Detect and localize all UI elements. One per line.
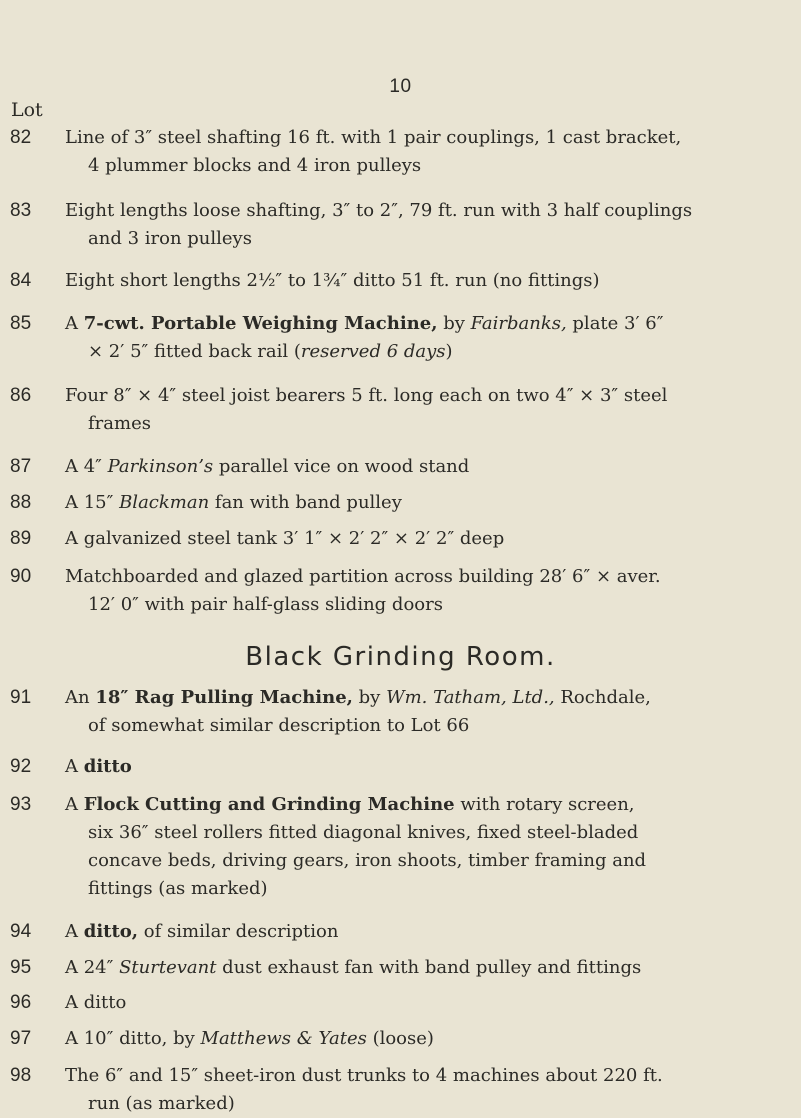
lot-entry-82	[0, 124, 801, 180]
description-line: Four 8″ × 4″ steel joist bearers 5 ft. long each on two 4″ × 3″ steel	[65, 385, 668, 406]
lot-description	[65, 489, 785, 517]
description-line: frames	[88, 413, 151, 434]
description-line: of somewhat similar description to Lot 66	[88, 715, 470, 736]
description-line: run (as marked)	[88, 1093, 235, 1114]
description-line: Eight short lengths 2½″ to 1¾″ ditto 51 ft. run (no fittings)	[65, 270, 600, 291]
description-line: Eight lengths loose shafting, 3″ to 2″, 79 ft. run with 3 half couplings	[65, 200, 693, 221]
item-name: ditto,	[83, 921, 139, 942]
maker-name: Parkinson’s	[107, 456, 214, 477]
lot-description	[65, 753, 785, 781]
lot-number: 86	[10, 385, 32, 406]
lot-entry-93	[0, 791, 801, 903]
lot-number: 98	[10, 1065, 32, 1086]
text-run: A 24″	[65, 957, 120, 978]
page-number: 10	[389, 76, 412, 97]
text-run: plate 3′ 6″	[566, 313, 664, 334]
text-run: × 2′ 5″ fitted back rail (	[88, 341, 301, 362]
lot-entry-96	[0, 989, 801, 1017]
description-line: 12′ 0″ with pair half-glass sliding doors	[88, 594, 443, 615]
lot-description	[65, 684, 785, 740]
lot-description	[65, 525, 785, 553]
reserved-note: reserved 6 days	[300, 341, 446, 362]
lot-number: 93	[10, 794, 32, 815]
lot-description	[65, 1025, 785, 1053]
description-line: The 6″ and 15″ sheet-iron dust trunks to 4 machines about 220 ft.	[65, 1065, 663, 1086]
item-name: 7-cwt. Portable Weighing Machine,	[83, 313, 438, 334]
maker-name: Wm. Tatham, Ltd.,	[386, 687, 555, 708]
lot-entry-92	[0, 753, 801, 781]
lot-number: 85	[10, 313, 32, 334]
lot-entry-83	[0, 197, 801, 253]
lot-number: 94	[10, 921, 32, 942]
description-line	[65, 338, 785, 366]
lot-number: 96	[10, 992, 32, 1013]
lot-number: 87	[10, 456, 32, 477]
item-name: Flock Cutting and Grinding Machine	[83, 794, 455, 815]
lot-entry-97	[0, 1025, 801, 1053]
description-line: and 3 iron pulleys	[88, 228, 252, 249]
lot-description	[65, 563, 785, 619]
lot-entry-84	[0, 267, 801, 295]
text-run: with rotary screen,	[454, 794, 635, 815]
lot-number: 84	[10, 270, 32, 291]
description-line: Line of 3″ steel shafting 16 ft. with 1 pair couplings, 1 cast bracket,	[65, 127, 682, 148]
lot-description	[65, 453, 785, 481]
lot-entry-86	[0, 382, 801, 438]
description-line: A ditto	[65, 992, 127, 1013]
text-run: A 4″	[65, 456, 108, 477]
text-run: A	[65, 313, 84, 334]
text-run: by	[352, 687, 387, 708]
lot-entry-87	[0, 453, 801, 481]
maker-name: Sturtevant	[119, 957, 217, 978]
text-run: (loose)	[366, 1028, 434, 1049]
lot-description	[65, 382, 785, 438]
lot-description	[65, 310, 785, 366]
text-run: A	[65, 794, 84, 815]
text-run: fan with band pulley	[209, 492, 402, 513]
lot-entry-88	[0, 489, 801, 517]
description-line: concave beds, driving gears, iron shoots, timber framing and	[88, 850, 647, 871]
lot-entry-95	[0, 954, 801, 982]
lot-number: 91	[10, 687, 32, 708]
text-run: Rochdale,	[554, 687, 651, 708]
lot-number: 90	[10, 566, 32, 587]
lot-entry-85	[0, 310, 801, 366]
description-line: 4 plummer blocks and 4 iron pulleys	[88, 155, 422, 176]
lot-description	[65, 989, 785, 1017]
lot-description	[65, 954, 785, 982]
lot-number: 83	[10, 200, 32, 221]
lot-number: 82	[10, 127, 32, 148]
text-run: parallel vice on wood stand	[213, 456, 470, 477]
lot-column-header: Lot	[11, 99, 43, 121]
lot-entry-94	[0, 918, 801, 946]
description-line: Matchboarded and glazed partition across building 28′ 6″ × aver.	[65, 566, 661, 587]
text-run: An	[65, 687, 96, 708]
text-run: dust exhaust fan with band pulley and fittings	[216, 957, 642, 978]
maker-name: Matthews & Yates	[200, 1028, 367, 1049]
maker-name: Blackman	[119, 492, 210, 513]
lot-number: 97	[10, 1028, 32, 1049]
text-run: A	[65, 756, 84, 777]
text-run: A 10″ ditto, by	[65, 1028, 201, 1049]
item-name: ditto	[83, 756, 132, 777]
text-run: )	[445, 341, 453, 362]
text-run: by	[437, 313, 471, 334]
lot-description	[65, 197, 785, 253]
lot-description	[65, 791, 785, 903]
text-run: A 15″	[65, 492, 120, 513]
lot-description	[65, 124, 785, 180]
section-title: Black Grinding Room.	[245, 642, 556, 672]
lot-description	[65, 918, 785, 946]
text-run: A	[65, 921, 84, 942]
description-line: fittings (as marked)	[88, 878, 268, 899]
lot-number: 88	[10, 492, 32, 513]
description-line: A galvanized steel tank 3′ 1″ × 2′ 2″ × 2′ 2″ deep	[65, 528, 505, 549]
lot-description	[65, 267, 785, 295]
description-line: six 36″ steel rollers fitted diagonal knives, fixed steel-bladed	[88, 822, 639, 843]
lot-entry-91	[0, 684, 801, 740]
lot-entry-90	[0, 563, 801, 619]
lot-number: 89	[10, 528, 32, 549]
maker-name: Fairbanks,	[470, 313, 567, 334]
lot-number: 95	[10, 957, 32, 978]
text-run: of similar description	[138, 921, 339, 942]
lot-number: 92	[10, 756, 32, 777]
lot-entry-89	[0, 525, 801, 553]
item-name: 18″ Rag Pulling Machine,	[95, 687, 353, 708]
